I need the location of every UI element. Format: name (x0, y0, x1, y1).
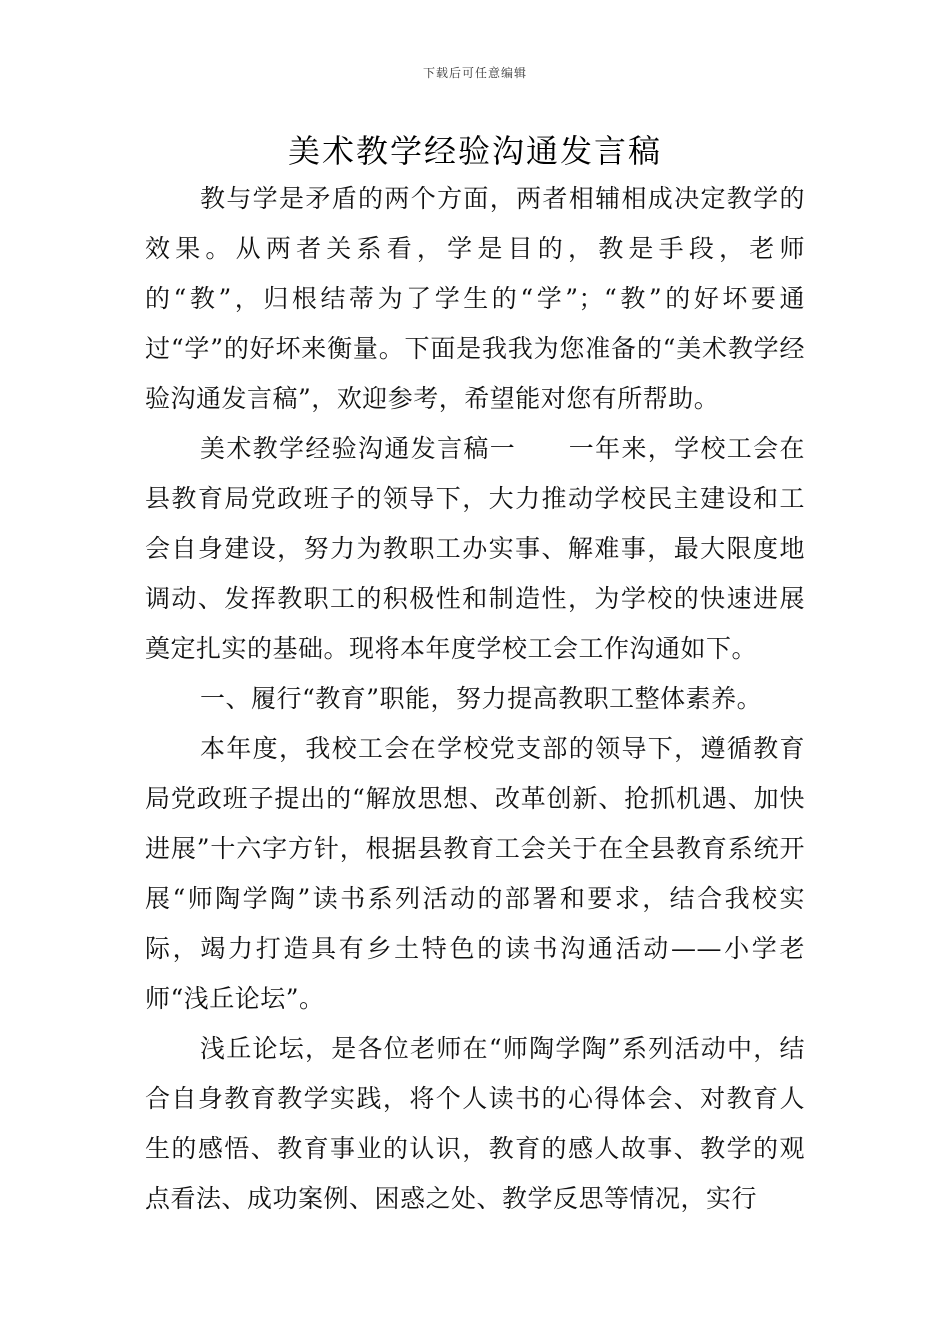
paragraph-body-one: 本年度，我校工会在学校党支部的领导下，遵循教育局党政班子提出的“解放思想、改革创新、抢抓机遇、加快进展”十六字方针，根据县教育工会关于在全县教育系统开展“师陶学陶”读书系列活动的部署和要求，结合我校实际，竭力打造具有乡土特色的读书沟通活动——小学老师“浅丘论坛”。 (145, 734, 805, 1013)
paragraph-intro: 教与学是矛盾的两个方面，两者相辅相成决定教学的效果。从两者关系看，学是目的，教是手段，老师的“教”，归根结蒂为了学生的“学”；“教”的好坏要通过“学”的好坏来衡量。下面是我我为您准备的“美术教学经验沟通发言稿”，欢迎参考，希望能对您有所帮助。 (145, 184, 805, 413)
header-note: 下载后可任意编辑 (422, 66, 527, 80)
paragraph-section-one: 美术教学经验沟通发言稿一 一年来，学校工会在县教育局党政班子的领导下，大力推动学校民主建设和工会自身建设，努力为教职工办实事、解难事，最大限度地调动、发挥教职工的积极性和制造性，为学校的快速进展奠定扎实的基础。现将本年度学校工会工作沟通如下。 (145, 434, 805, 663)
paragraph-heading-one: 一、履行“教育”职能，努力提高教职工整体素养。 (200, 684, 763, 713)
document-title: 美术教学经验沟通发言稿 (287, 132, 662, 170)
paragraph-body-two: 浅丘论坛，是各位老师在“师陶学陶”系列活动中，结合自身教育教学实践，将个人读书的心得体会、对教育人生的感悟、教育事业的认识，教育的感人故事、教学的观点看法、成功案例、困惑之处、教学反思等情况，实行 (145, 1034, 805, 1213)
document-body (145, 174, 805, 1224)
